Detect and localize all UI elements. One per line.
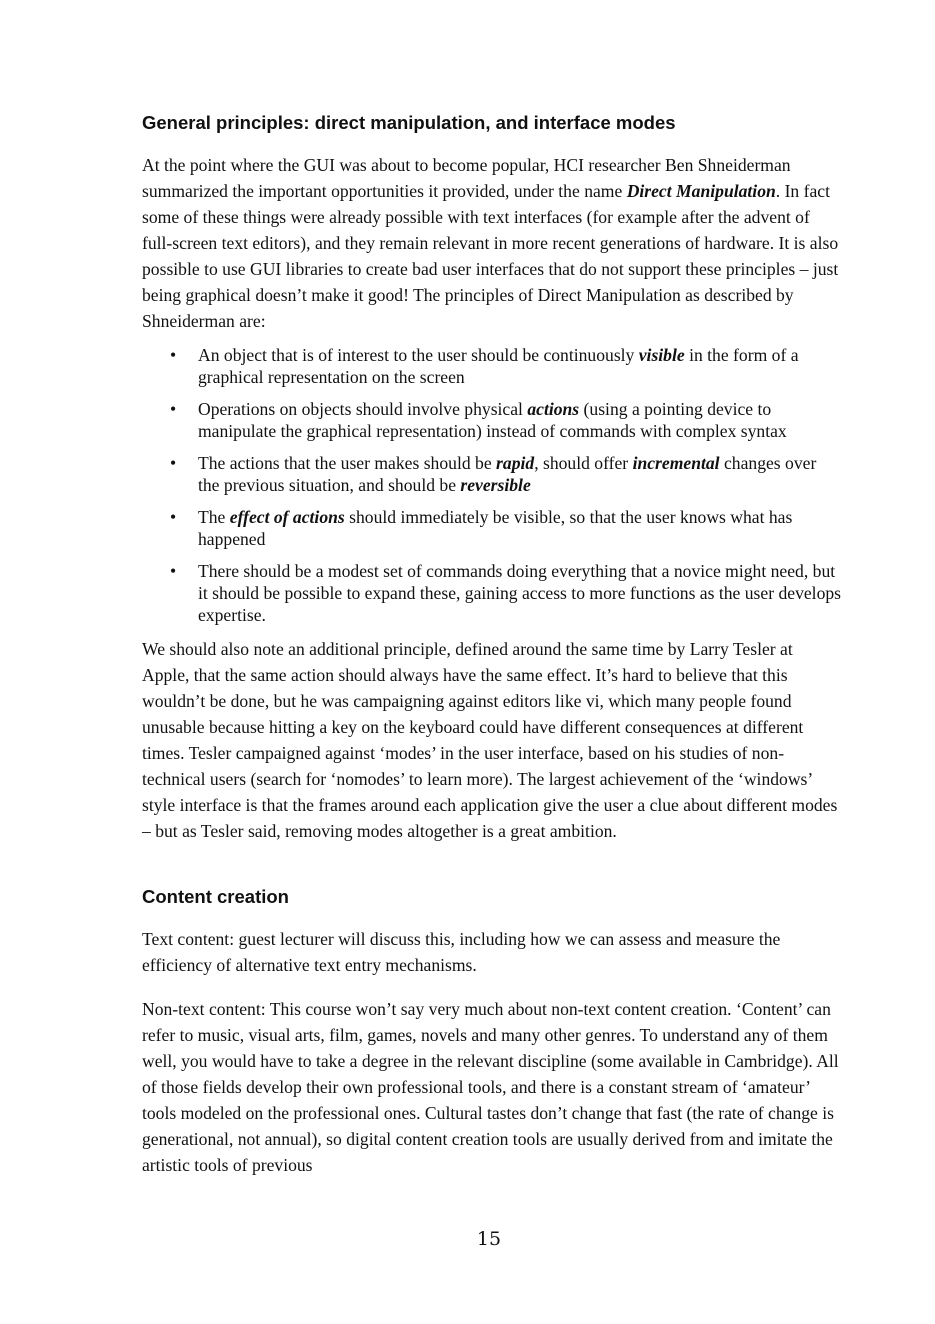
bullet-icon: • — [170, 345, 177, 365]
list-item — [142, 560, 842, 626]
intro-text-b: . In fact some of these things were already possible with text interfaces (for example after the advent of full-screen text editors), and they remain relevant in more recent generations of hardware. It is also possible to use GUI libraries to create bad user interfaces that do not support these principles – just being graphical doesn’t make it good! The principles of Direct Manipulation as described by Shneiderman are: — [142, 181, 839, 331]
list-item — [142, 398, 842, 442]
page-number: 15 — [476, 1228, 502, 1250]
list-item-text: Operations on objects should involve physical — [198, 399, 528, 419]
list-item-text: The actions that the user makes should be — [198, 453, 497, 473]
list-item-emphasis: visible — [638, 345, 685, 365]
list-item-emphasis: actions — [527, 399, 580, 419]
list-item-text: changes over the previous situation, and should be — [198, 453, 817, 495]
list-item-emphasis: incremental — [632, 453, 720, 473]
list-item-text: should immediately be visible, so that the user knows what has happened — [198, 507, 793, 549]
list-item-emphasis: rapid — [496, 453, 535, 473]
non-text-content-paragraph: Non-text content: This course won’t say very much about non-text content creation. ‘Content’ can refer to music, visual arts, film, games, novels and many other genres. To understand any of them well, you would have to take a degree in the relevant discipline (some available in Cambridge). All of those fields develop their own professional tools, and there is a constant stream of ‘amateur’ tools modeled on the professional ones. Cultural tastes don’t change that fast (the rate of change is generational, not annual), so digital content creation tools are usually derived from and imitate the artistic tools of previous — [142, 999, 839, 1175]
intro-paragraph — [142, 152, 842, 334]
list-item-text: An object that is of interest to the user should be continuously — [198, 345, 639, 365]
bullet-icon: • — [170, 561, 177, 581]
bullet-icon: • — [170, 507, 177, 527]
list-item — [142, 344, 842, 388]
list-item-text: (using a pointing device to manipulate the graphical representation) instead of commands with complex syntax — [198, 399, 787, 441]
list-item-text: in the form of a graphical representation on the screen — [198, 345, 799, 387]
list-item — [142, 452, 842, 496]
tesler-paragraph: We should also note an additional principle, defined around the same time by Larry Tesler at Apple, that the same action should always have the same effect. It’s hard to believe that this wouldn’t be done, but he was campaigning against editors like vi, which many people found unusable because hitting a key on the keyboard could have different consequences at different times. Tesler campaigned against ‘modes’ in the user interface, based on his studies of non-technical users (search for ‘nomodes’ to learn more). The largest achievement of the ‘windows’ style interface is that the frames around each application give the user a clue about different modes – but as Tesler said, removing modes altogether is a great ambition. — [142, 639, 838, 841]
bullet-icon: • — [170, 399, 177, 419]
list-item-text: The — [198, 507, 230, 527]
principles-list — [142, 344, 842, 626]
list-item-emphasis: reversible — [460, 475, 531, 495]
section-heading-direct-manipulation: General principles: direct manipulation, and interface modes — [142, 112, 676, 133]
intro-emphasis: Direct Manipulation — [626, 181, 776, 201]
list-item-text: There should be a modest set of commands doing everything that a novice might need, but it should be possible to expand these, gaining access to more functions as the user develops expertise. — [198, 561, 842, 625]
page-content — [142, 110, 842, 1178]
intro-text-a: At the point where the GUI was about to become popular, HCI researcher Ben Shneiderman summarized the important opportunities it provided, under the name — [142, 155, 791, 201]
text-content-paragraph: Text content: guest lecturer will discuss this, including how we can assess and measure the efficiency of alternative text entry mechanisms. — [142, 929, 781, 975]
bullet-icon: • — [170, 453, 177, 473]
section-heading-content-creation: Content creation — [142, 886, 289, 907]
list-item-emphasis: effect of actions — [229, 507, 345, 527]
list-item-text: , should offer — [534, 453, 633, 473]
list-item — [142, 506, 842, 550]
